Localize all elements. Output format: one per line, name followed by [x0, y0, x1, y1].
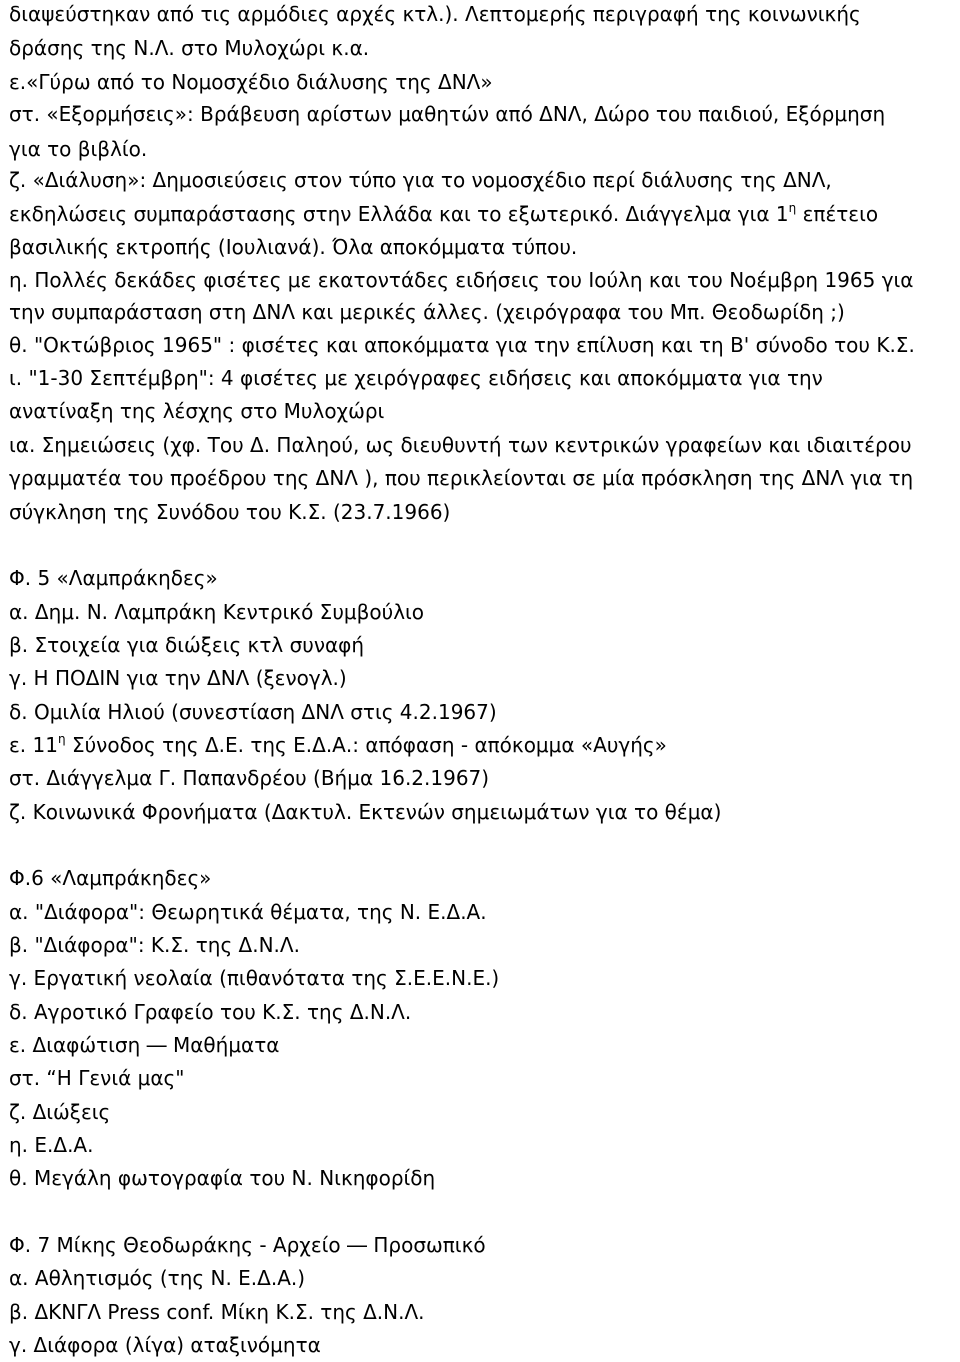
list-item: η. Ε.Δ.Α.	[9, 1133, 94, 1157]
list-item: α. "Διάφορα": Θεωρητικά θέματα, της Ν. Ε.Δ.Α.	[9, 900, 487, 924]
list-item: γ. Η ΠΟΔΙΝ για την ΔΝΛ (ξενογλ.)	[9, 666, 347, 690]
folder-heading: Φ.6 «Λαμπράκηδες»	[9, 866, 212, 890]
folder-heading: Φ. 5 «Λαμπράκηδες»	[9, 566, 218, 590]
text-line: γραμματέα του προέδρου της ΔΝΛ ), που περικλείονται σε μία πρόσκληση της ΔΝΛ για τη	[9, 466, 914, 490]
text-line: βασιλικής εκτροπής (Ιουλιανά). Όλα αποκόμματα τύπου.	[9, 235, 578, 259]
list-item: γ. Εργατική νεολαία (πιθανότατα της Σ.Ε.Ε.Ν.Ε.)	[9, 966, 500, 990]
list-item: ε. Διαφώτιση ― Μαθήματα	[9, 1033, 280, 1057]
list-item: δ. Ομιλία Ηλιού (συνεστίαση ΔΝΛ στις 4.2.1967)	[9, 700, 497, 724]
text-line: στ. «Εξορμήσεις»: Βράβευση αρίστων μαθητών από ΔΝΛ, Δώρο του παιδιού, Εξόρμηση	[9, 102, 886, 126]
text-line: διαψεύστηκαν από τις αρμόδιες αρχές κτλ.). Λεπτομερής περιγραφή της κοινωνικής	[9, 2, 861, 26]
list-item: γ. Διάφορα (λίγα) αταξινόμητα	[9, 1333, 321, 1357]
text-line: ανατίναξη της λέσχης στο Μυλοχώρι	[9, 399, 385, 423]
list-item: ζ. Διώξεις	[9, 1100, 111, 1124]
list-item: στ. Διάγγελμα Γ. Παπανδρέου (Βήμα 16.2.1967)	[9, 766, 490, 790]
text-segment: Σύνοδος της Δ.Ε. της Ε.Δ.Α.: απόφαση - απόκομμα «Αυγής»	[65, 733, 667, 757]
list-item: θ. Μεγάλη φωτογραφία του Ν. Νικηφορίδη	[9, 1166, 436, 1190]
superscript: η	[57, 732, 66, 746]
list-item: α. Δημ. Ν. Λαμπράκη Κεντρικό Συμβούλιο	[9, 600, 425, 624]
list-item: α. Αθλητισμός (της Ν. Ε.Δ.Α.)	[9, 1266, 306, 1290]
folder-heading: Φ. 7 Μίκης Θεοδωράκης - Αρχείο ― Προσωπικό	[9, 1233, 486, 1257]
text-line: ι. "1-30 Σεπτέμβρη": 4 φισέτες με χειρόγραφες ειδήσεις και αποκόμματα για την	[9, 366, 823, 390]
text-segment: ε. 11	[9, 733, 58, 757]
text-line: ζ. «Διάλυση»: Δημοσιεύσεις στον τύπο για το νομοσχέδιο περί διάλυσης της ΔΝΛ,	[9, 168, 832, 192]
text-line: θ. "Οκτώβριος 1965" : φισέτες και αποκόμματα για την επίλυση και τη Β' σύνοδο του Κ.Σ.	[9, 333, 915, 357]
text-line	[9, 202, 878, 226]
superscript: η	[788, 201, 797, 215]
text-line: την συμπαράσταση στη ΔΝΛ και μερικές άλλες. (χειρόγραφα του Μπ. Θεοδωρίδη ;)	[9, 300, 845, 324]
list-item: δ. Αγροτικό Γραφείο του Κ.Σ. της Δ.Ν.Λ.	[9, 1000, 412, 1024]
text-segment: επέτειο	[796, 202, 879, 226]
text-line: η. Πολλές δεκάδες φισέτες με εκατοντάδες ειδήσεις του Ιούλη και του Νοέμβρη 1965 για	[9, 268, 914, 292]
list-item: στ. “Η Γενιά μας"	[9, 1066, 185, 1090]
text-line: ια. Σημειώσεις (χφ. Του Δ. Παληού, ως διευθυντή των κεντρικών γραφείων και ιδιαιτέρου	[9, 433, 912, 457]
text-line: ε.«Γύρω από το Νομοσχέδιο διάλυσης της ΔΝΛ»	[9, 70, 493, 94]
list-item	[9, 733, 667, 757]
text-line: δράσης της Ν.Λ. στο Μυλοχώρι κ.α.	[9, 36, 370, 60]
list-item: β. "Διάφορα": Κ.Σ. της Δ.Ν.Λ.	[9, 933, 300, 957]
text-line: για το βιβλίο.	[9, 137, 148, 161]
text-segment: εκδηλώσεις συμπαράστασης στην Ελλάδα και το εξωτερικό. Διάγγελμα για 1	[9, 202, 789, 226]
list-item: β. Στοιχεία για διώξεις κτλ συναφή	[9, 633, 365, 657]
list-item: ζ. Κοινωνικά Φρονήματα (Δακτυλ. Εκτενών σημειωμάτων για το θέμα)	[9, 800, 722, 824]
list-item: β. ΔΚΝΓΛ Press conf. Μίκη Κ.Σ. της Δ.Ν.Λ.	[9, 1300, 425, 1324]
text-line: σύγκληση της Συνόδου του Κ.Σ. (23.7.1966)	[9, 500, 451, 524]
